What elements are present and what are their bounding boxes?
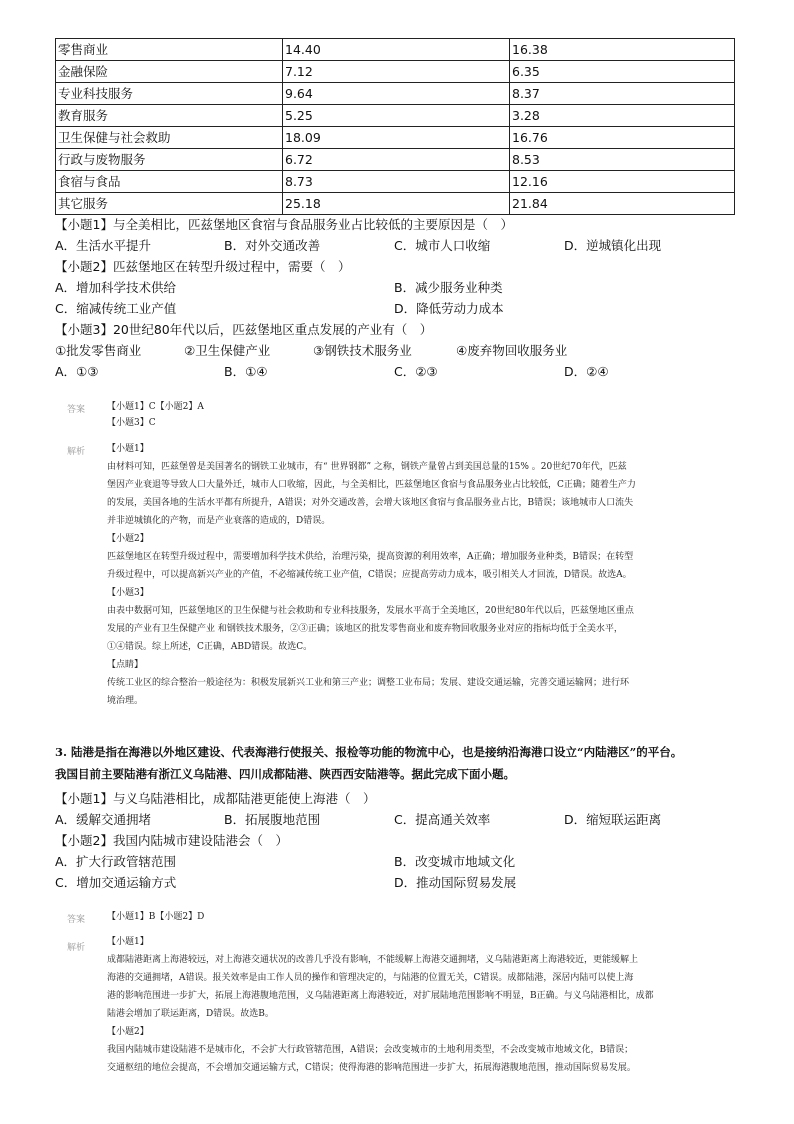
q2-sub3-option-b: B．①④ — [224, 364, 268, 379]
analysis-line: 海港的交通拥堵，A错误。报关效率是由工作人员的操作和管理决定的，与陆港的位置无关，C错误。成都陆港，深居内陆可以使上海 — [107, 973, 634, 983]
analysis-line: 并非逆城镇化的产物，而是产业衰落的造成的，D错误。 — [107, 516, 331, 526]
analysis-line: 【小题3】 — [107, 588, 149, 598]
table-row — [56, 61, 735, 83]
percent-cell: 21.84 — [510, 193, 735, 215]
analysis-line: 发展的产业有卫生保健产业 和钢铁技术服务，②③正确；该地区的批发零售商业和废弃物回收服务业对应的指标均低于全美水平， — [107, 624, 623, 634]
percent-cell: 5.25 — [283, 105, 510, 127]
percent-cell: 8.73 — [283, 171, 510, 193]
percent-cell: 9.64 — [283, 83, 510, 105]
analysis-line: 境治理。 — [107, 696, 144, 706]
table-row — [56, 105, 735, 127]
analysis-line: 【小题1】 — [107, 937, 149, 947]
percent-cell: 16.76 — [510, 127, 735, 149]
percent-cell: 8.53 — [510, 149, 735, 171]
q2-sub3-item-3: ③钢铁技术服务业 — [313, 343, 412, 358]
percent-cell: 16.38 — [510, 39, 735, 61]
q3-answer-line-1: 【小题1】B【小题2】D — [107, 912, 205, 922]
analysis-line: 传统工业区的综合整治一般途径为：积极发展新兴工业和第三产业；调整工业布局；发展、建设交通运输，完善交通运输网；进行环 — [107, 678, 630, 688]
table-row — [56, 39, 735, 61]
q2-sub3-item-4: ④废弃物回收服务业 — [456, 343, 568, 358]
analysis-line: 堡因产业衰退等导致人口大量外迁，城市人口收缩，因此，与全美相比，匹兹堡地区食宿与食品服务业占比较低，C正确；随着生产力 — [107, 480, 636, 490]
analysis-line: 交通枢纽的地位会提高，不会增加交通运输方式，C错误；使得海港的影响范围进一步扩大，拓展海港腹地范围，推动国际贸易发展。 — [107, 1063, 636, 1073]
q2-sub1-option-b: B．对外交通改善 — [224, 238, 321, 253]
industry-cell: 金融保险 — [56, 61, 283, 83]
industry-cell: 专业科技服务 — [56, 83, 283, 105]
q3-stem-line-1: 3. 陆港是指在海港以外地区建设、代表海港行使报关、报检等功能的物流中心，也是接纳沿海港口设立“内陆港区”的平台。 — [55, 745, 683, 759]
table-row — [56, 193, 735, 215]
analysis-line: 【小题2】 — [107, 1027, 149, 1037]
percent-cell: 7.12 — [283, 61, 510, 83]
industry-cell: 教育服务 — [56, 105, 283, 127]
industry-cell: 零售商业 — [56, 39, 283, 61]
q2-answer-line-1: 【小题1】C【小题2】A — [107, 402, 204, 412]
analysis-line: 陆港会增加了联运距离，D错误。故选B。 — [107, 1009, 274, 1019]
industry-cell: 其它服务 — [56, 193, 283, 215]
analysis-line: 【点睛】 — [107, 660, 144, 670]
analysis-line: 由表中数据可知，匹兹堡地区的卫生保健与社会救助和专业科技服务，发展水平高于全美地区，20世纪80年代以后，匹兹堡地区重点 — [107, 606, 634, 616]
q2-sub3-item-1: ①批发零售商业 — [55, 343, 142, 358]
q2-sub1-option-a: A．生活水平提升 — [55, 238, 152, 253]
q2-sub3-option-a: A．①③ — [55, 364, 99, 379]
analysis-line: 升级过程中，可以提高新兴产业的产值，不必缩减传统工业产值，C错误；应提高劳动力成本，吸引相关人才回流，D错误。故选A。 — [107, 570, 632, 580]
industry-cell: 食宿与食品 — [56, 171, 283, 193]
q2-analysis — [107, 440, 727, 710]
table-row — [56, 83, 735, 105]
q3-sub1-option-d: D．缩短联运距离 — [564, 812, 662, 827]
analysis-line: 由材料可知，匹兹堡曾是美国著名的钢铁工业城市，有“ 世界钢都” 之称，钢铁产量曾占到美国总量的15% 。20世纪70年代，匹兹 — [107, 462, 627, 472]
q3-sub2-question: 【小题2】我国内陆城市建设陆港会（ ） — [55, 833, 288, 848]
table-row — [56, 127, 735, 149]
industry-cell: 行政与废物服务 — [56, 149, 283, 171]
percent-cell: 25.18 — [283, 193, 510, 215]
percent-cell: 3.28 — [510, 105, 735, 127]
q2-sub3-item-2: ②卫生保健产业 — [184, 343, 271, 358]
q2-sub1-question: 【小题1】与全美相比，匹兹堡地区食宿与食品服务业占比较低的主要原因是（ ） — [55, 217, 513, 232]
q3-analysis — [107, 933, 727, 1077]
q2-analysis-label: 解析 — [67, 447, 86, 457]
industry-cell: 卫生保健与社会救助 — [56, 127, 283, 149]
q3-stem — [55, 741, 745, 785]
q2-sub2-option-c: C．缩减传统工业产值 — [55, 301, 177, 316]
q3-sub1-option-c: C．提高通关效率 — [394, 812, 491, 827]
table-row — [56, 149, 735, 171]
q2-sub2-option-b: B．减少服务业种类 — [394, 280, 503, 295]
q2-sub1-option-d: D．逆城镇化出现 — [564, 238, 662, 253]
q3-stem-line-2: 我国目前主要陆港有浙江义乌陆港、四川成都陆港、陕西西安陆港等。据此完成下面小题。 — [55, 767, 515, 781]
percent-cell: 6.35 — [510, 61, 735, 83]
percent-cell: 6.72 — [283, 149, 510, 171]
q3-sub1-question: 【小题1】与义乌陆港相比，成都陆港更能使上海港（ ） — [55, 791, 376, 806]
q2-answer-label: 答案 — [67, 405, 86, 415]
q3-answer-label: 答案 — [67, 915, 86, 925]
analysis-line: 【小题1】 — [107, 444, 149, 454]
service-share-table — [55, 38, 735, 215]
analysis-line: 港的影响范围进一步扩大，拓展上海港腹地范围，义乌陆港距离上海港较近，对扩展陆地范围影响不明显，B正确。与义乌陆港相比，成都 — [107, 991, 654, 1001]
q2-answer-line-2: 【小题3】C — [107, 418, 156, 428]
q3-sub1-option-a: A．缓解交通拥堵 — [55, 812, 152, 827]
percent-cell: 8.37 — [510, 83, 735, 105]
q2-sub2-option-a: A．增加科学技术供给 — [55, 280, 177, 295]
percent-cell: 14.40 — [283, 39, 510, 61]
analysis-line: ①④错误。综上所述，C正确，ABD错误。故选C。 — [107, 642, 313, 652]
analysis-line: 成都陆港距离上海港较远，对上海港交通状况的改善几乎没有影响，不能缓解上海港交通拥堵，义乌陆港距离上海港较近，更能缓解上 — [107, 955, 639, 965]
analysis-line: 匹兹堡地区在转型升级过程中，需要增加科学技术供给，治理污染，提高资源的利用效率，A正确；增加服务业种类，B错误；在转型 — [107, 552, 634, 562]
analysis-line: 我国内陆城市建设陆港不是城市化，不会扩大行政管辖范围，A错误；会改变城市的土地利用类型，不会改变城市地域文化，B错误； — [107, 1045, 634, 1055]
q3-sub2-option-d: D．推动国际贸易发展 — [394, 875, 517, 890]
q3-sub2-option-b: B．改变城市地域文化 — [394, 854, 516, 869]
analysis-line: 【小题2】 — [107, 534, 149, 544]
q2-sub2-option-d: D．降低劳动力成本 — [394, 301, 504, 316]
q3-sub1-option-b: B．拓展腹地范围 — [224, 812, 321, 827]
q2-sub3-question: 【小题3】20世纪80年代以后，匹兹堡地区重点发展的产业有（ ） — [55, 322, 433, 337]
q3-sub2-option-a: A．扩大行政管辖范围 — [55, 854, 177, 869]
analysis-line: 的发展，美国各地的生活水平都有所提升，A错误；对外交通改善，会增大该地区食宿与食品服务业占比，B错误；该地城市人口流失 — [107, 498, 634, 508]
percent-cell: 18.09 — [283, 127, 510, 149]
q2-sub1-option-c: C．城市人口收缩 — [394, 238, 491, 253]
q3-sub2-option-c: C．增加交通运输方式 — [55, 875, 177, 890]
percent-cell: 12.16 — [510, 171, 735, 193]
q2-sub3-option-c: C．②③ — [394, 364, 438, 379]
q2-sub3-option-d: D．②④ — [564, 364, 609, 379]
q3-analysis-label: 解析 — [67, 943, 86, 953]
q2-sub2-question: 【小题2】匹兹堡地区在转型升级过程中，需要（ ） — [55, 259, 351, 274]
table-row — [56, 171, 735, 193]
